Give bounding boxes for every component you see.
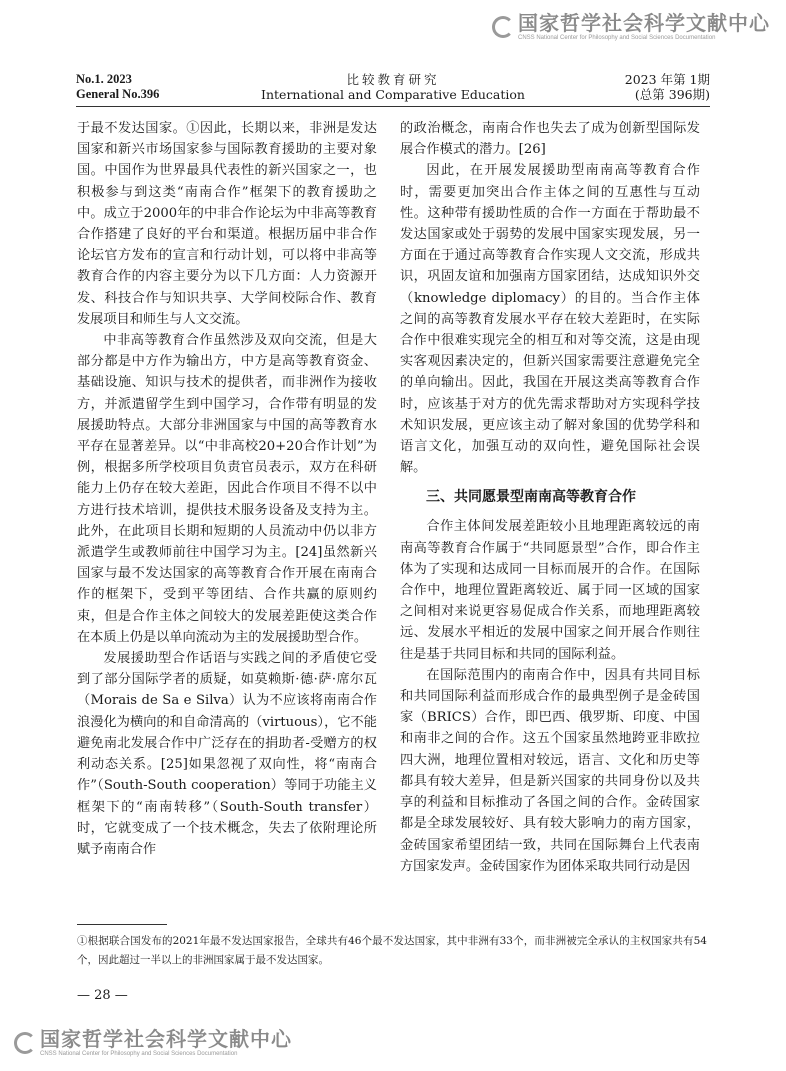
paragraph: 于最不发达国家。①因此，长期以来，非洲是发达国家和新兴市场国家参与国际教育援助的主要对象国。中国作为世界最具代表性的新兴国家之一，也积极参与到这类“南南合作”框架下的教育援助之中。成立于2000年的中非合作论坛为中非高等教育合作搭建了良好的平台和渠道。根据历届中非合作论坛官方发布的宣言和行动计划，可以将中非高等教育合作的内容主要分为以下几方面：人力资源开发、科技合作与知识共享、大学间校际合作、教育发展项目和师生与人文交流。 — [77, 121, 377, 327]
footnote: ①根据联合国发布的2021年最不发达国家报告，全球共有46个最不发达国家，其中非洲有33个，而非洲被完全承认的主权国家共有54个，因此超过一半以上的非洲国家属于最不发达国家。 — [77, 935, 707, 966]
cnss-logo-icon — [492, 16, 514, 38]
publisher-logo-top — [492, 12, 770, 42]
year-issue: 2023 年第 1期 — [624, 72, 710, 87]
page-number: — 28 — — [77, 988, 128, 1003]
issue-number: No.1. 2023 — [76, 72, 132, 86]
paragraph: 合作主体间发展差距较小且地理距离较远的南南高等教育合作属于“共同愿景型”合作，即合作主体为了实现和达成同一目标而展开的合作。在国际合作中，地理位置距离较近、属于同一区域的国家之间相对来说更容易促成合作关系，而地理距离较远、发展水平相近的发展中国家之间开展合作则往往是基于共同目标和共同的国际利益。 — [400, 519, 700, 662]
issue-info-cn — [625, 72, 710, 102]
publisher-name-en: CNSS National Center for Philosophy and Social Sciences Documentation — [40, 1051, 238, 1057]
paragraph: 在国际范围内的南南合作中，因具有共同目标和共同国际利益而形成合作的最典型例子是金砖国家（BRICS）合作，即巴西、俄罗斯、印度、中国和南非之间的合作。这五个国家虽然地跨亚非欧拉四大洲，地理位置相对较远，语言、文化和历史等都具有较大差异，但是新兴国家的共同身份以及共享的利益和目标推动了各国之间的合作。金砖国家都是全球发展较好、具有较大影响力的南方国家，金砖国家希望团结一致，共同在国际舞台上代表南方国家发声。金砖国家作为团体采取共同行动是因 — [400, 667, 700, 874]
paragraph: 的政治概念，南南合作也失去了成为创新型国际发展合作模式的潜力。[26] — [400, 121, 700, 158]
publisher-name-cn: 国家哲学社会科学文献中心 — [518, 11, 770, 35]
journal-header — [76, 72, 710, 107]
cnss-logo-icon — [14, 1032, 36, 1054]
journal-title — [76, 72, 710, 102]
publisher-logo-bottom — [14, 1028, 292, 1058]
right-column — [400, 118, 700, 877]
section-heading: 三、共同愿景型南南高等教育合作 — [426, 489, 636, 506]
paragraph: 中非高等教育合作虽然涉及双向交流，但是大部分都是中方作为输出方，中方是高等教育资金、基础设施、知识与技术的提供者，而非洲作为接收方，并派遣留学生到中国学习，合作带有明显的发展援助特点。大部分非洲国家与中国的高等教育水平存在显著差异。以“中非高校20+20合作计划”为例，根据多所学校项目负责官员表示，双方在科研能力上仍存在较大差距，因此合作项目不得不以中方进行技术培训，提供技术服务设备及支持为主。此外，在此项目长期和短期的人员流动中仍以非方派遣学生或教师前往中国学习为主。[24]虽然新兴国家与最不发达国家的高等教育合作开展在南南合作的框架下，受到平等团结、合作共赢的原则约束，但是合作主体之间较大的发展差距使这类合作在本质上仍是以单向流动为主的发展援助型合作。 — [77, 333, 377, 645]
paragraph: 因此，在开展发展援助型南南高等教育合作时，需要更加突出合作主体之间的互惠性与互动性。这种带有援助性质的合作一方面在于帮助最不发达国家或处于弱势的发展中国家实现发展，另一方面在于通过高等教育合作实现人文交流，形成共识，巩固友谊和加强南方国家团结，达成知识外交（knowledge diplomacy）的目的。当合作主体之间的高等教育发展水平存在较大差距时，在实际合作中很难实现完全的相互和对等交流，这是由现实客观因素决定的，但新兴国家需要注意避免完全的单向输出。因此，我国在开展这类高等教育合作时，应该基于对方的优先需求帮助对方实现科学技术知识发展，更应该主动了解对象国的优势学科和语言文化，加强互动的双向性，避免国际社会误解。 — [400, 163, 700, 476]
left-column — [77, 118, 377, 860]
general-number: General No.396 — [76, 87, 160, 101]
publisher-name-en: CNSS National Center for Philosophy and Social Sciences Documentation — [518, 35, 716, 41]
publisher-name-cn: 国家哲学社会科学文献中心 — [40, 1027, 292, 1051]
total-issue: (总第 396期) — [634, 87, 710, 102]
journal-title-en: International and Comparative Education — [261, 87, 525, 102]
paragraph: 发展援助型合作话语与实践之间的矛盾使它受到了部分国际学者的质疑，如莫赖斯·德·萨·席尔瓦（Morais de Sa e Silva）认为不应该将南南合作浪漫化为横向的和自命清高的（virtuous），它不能避免南北发展合作中广泛存在的捐助者-受赠方的权利动态关系。[25]如果忽视了双向性，将“南南合作”（South-South cooperation）等同于功能主义框架下的“南南转移”（South-South transfer）时，它就变成了一个技术概念，失去了依附理论所赋予南南合作 — [77, 651, 377, 857]
journal-title-cn: 比较教育研究 — [346, 72, 440, 87]
footnote-divider — [77, 924, 167, 925]
